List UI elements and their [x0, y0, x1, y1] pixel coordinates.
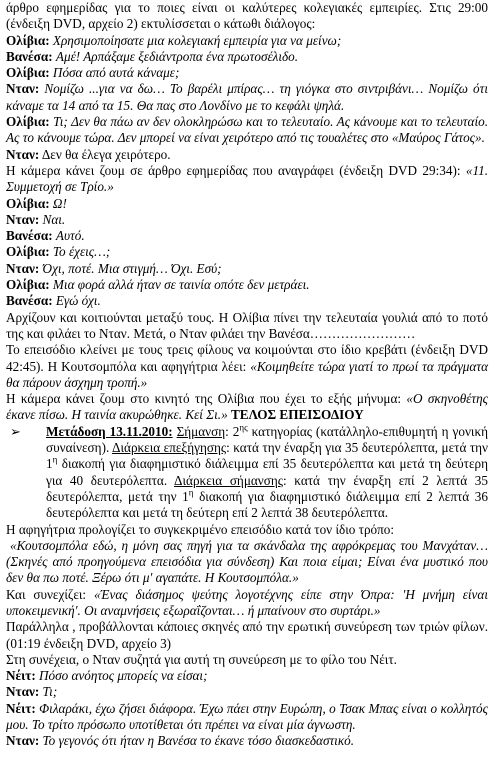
dialogue-line — [6, 244, 488, 260]
speaker-name: Ολίβια: — [6, 114, 50, 130]
quoted-text: «Ο σκηνοθέτης έκανε πίσω. Η ταινία ακυρώθηκε. Κεί Σι.» — [6, 391, 488, 423]
text-run: διακοπή για διαφημιστικό διάλειμμα επί 35 δευτερόλεπτα και μετά τη δεύτερη για 40 δευτερόλεπτα. — [46, 456, 488, 488]
dialogue-line — [6, 49, 488, 65]
narrative-paragraph — [6, 619, 488, 652]
dialogue-text: Εγώ όχι. — [55, 293, 101, 309]
text-run: Η κάμερα κάνει ζουμ σε άρθρο εφημερίδας που αναγράφει (ένδειξη DVD 29:34): — [6, 162, 466, 178]
text-run: Διάρκεια σήμανσης — [174, 472, 283, 488]
arrow-bullet-icon: ➢ — [10, 423, 22, 439]
text-run: Η κάμερα κάνει ζουμ στο κινητό της Ολίβια που έχει το εξής μήνυμα: — [6, 391, 407, 407]
dialogue-line — [6, 277, 488, 293]
bold-text: Μετάδοση 13.11.2010: — [46, 423, 173, 439]
dialogue-line — [6, 65, 488, 81]
text-run: : κατά την έναρξη επί 2 λεπτά 35 δευτερόλεπτα, μετά την 1 — [46, 472, 488, 504]
text-run: Παράλληλα , προβάλλονται κάποιες σκηνές από την ερωτική συνεύρεση των τριών φίλων. (01:19 ένδειξη DVD, αρχείο 3) — [6, 619, 488, 651]
speaker-name: Ολίβια: — [6, 195, 50, 211]
quoted-text: «Ένας διάσημος ψεύτης λογοτέχνης είπε στην Όπρα: 'Η μνήμη είναι υποκειμενική'. Οι αναμνήσεις εξωραΐζονται… ή μπαίνουν στο συρτάρι.» — [6, 586, 488, 618]
text-run: Στη συνέχεια, ο Νταν συζητά για αυτή τη συνεύρεση με το φίλο του Νέιτ. — [6, 651, 397, 667]
speaker-name: Νέιτ: — [6, 700, 36, 716]
text-run: Σήμανση — [176, 423, 226, 439]
quoted-text: «11. Συμμετοχή σε Τρίο.» — [6, 162, 488, 195]
dialogue-line — [6, 261, 488, 277]
speaker-name: Ολίβια: — [6, 244, 50, 260]
text-run: Διάρκεια επεξήγησης — [112, 440, 227, 456]
dialogue-text: Τι; — [42, 684, 58, 700]
narrative-paragraph — [6, 163, 488, 196]
text-run: Αρχίζουν και κοιτιούνται μεταξύ τους. Η Ολίβια πίνει την τελευταία γουλιά από το ποτό της και φιλάει το Νταν. Μετά, ο Νταν φιλάει την Βανέσα…………………… — [6, 309, 488, 341]
dialogue-text: Αυτό. — [55, 228, 85, 244]
speaker-name: Νταν: — [6, 733, 40, 749]
text-run: άρθρο εφημερίδας για το ποιες είναι οι καλύτερες κολεγιακές εμπειρίες. Στις 29:00 (ένδειξη DVD, αρχείο 2) εκτυλίσσεται ο κάτωθι διάλογος: — [6, 0, 488, 32]
narrative-paragraph — [6, 342, 488, 391]
dialogue-line — [6, 114, 488, 147]
speaker-name: Βανέσα: — [6, 228, 53, 244]
dialogue-text: Νομίζω ...για να δω… Το βαρέλι μπίρας… τη γιόγκα στο σιντριβάνι… Νομίζω ότι κάναμε τα 14 από τα 15. Θα πας στο Λονδίνο με το κεφάλι ψηλά. — [6, 81, 488, 113]
dialogue-line — [6, 196, 488, 212]
dialogue-text: Δεν θα έλεγα χειρότερο. — [41, 146, 171, 162]
dialogue-text: Πόσο ανόητος μπορείς να είσαι; — [39, 668, 208, 684]
text-run: : κατά την έναρξη για 35 δευτερόλεπτα, μετά την 1 — [46, 440, 489, 472]
dialogue-text: Χρησιμοποίησατε μια κολεγιακή εμπειρία για να μείνω; — [52, 32, 342, 48]
dialogue-line — [6, 81, 488, 114]
speaker-name: Νταν: — [6, 146, 40, 162]
text-run: κατηγορίας (κατάλληλο-επιθυμητή η γονική συναίνεση). — [46, 423, 488, 456]
dialogue-text: Αμέ! Αρπάξαμε ξεδιάντροπα ένα πρωτοσέλιδο. — [55, 48, 299, 64]
speaker-name: Νταν: — [6, 81, 40, 97]
dialogue-text: Ω! — [52, 195, 67, 211]
text-run: ης — [239, 422, 248, 433]
dialogue-text: Όχι, ποτέ. Μια στιγμή… Όχι. Εσύ; — [42, 260, 222, 276]
text-run: η — [188, 487, 194, 498]
dialogue-line — [6, 228, 488, 244]
speaker-name: Ολίβια: — [6, 65, 50, 81]
dialogue-line — [6, 668, 488, 684]
narrative-paragraph — [6, 310, 488, 343]
dialogue-line — [6, 147, 488, 163]
speaker-name: Νταν: — [6, 684, 40, 700]
dialogue-text: Τι; Δεν θα πάω αν δεν ολοκληρώσω και το τελευταίο. Ας κάνουμε και το τελευταίο. Ας το κάνουμε τώρα. Δεν μπορεί να είναι χειρότερο από τις τουαλέτες στο «Μαύρος Γάτος». — [6, 114, 488, 146]
dialogue-line — [6, 212, 488, 228]
dialogue-line — [6, 684, 488, 700]
dialogue-line — [6, 733, 488, 749]
dialogue-line — [6, 293, 488, 309]
narrative-paragraph — [6, 538, 488, 587]
dialogue-text: Μια φορά αλλά ήταν σε ταινία οπότε δεν μετράει. — [52, 277, 310, 293]
speaker-name: Νταν: — [6, 211, 40, 227]
dialogue-line — [6, 33, 488, 49]
narrative-paragraph — [6, 652, 488, 668]
speaker-name: Βανέσα: — [6, 48, 53, 64]
dialogue-line — [6, 701, 488, 734]
text-run: Η αφηγήτρια προλογίζει το συγκεκριμένο επεισόδιο κατά τον ίδιο τρόπο: — [6, 521, 395, 537]
narrative-paragraph — [6, 522, 488, 538]
broadcast-info-bullet — [6, 424, 488, 522]
speaker-name: Νέιτ: — [6, 668, 36, 684]
bold-text: ΤΕΛΟΣ ΕΠΕΙΣΟΔΙΟΥ — [230, 407, 364, 423]
narrative-paragraph — [6, 391, 488, 424]
speaker-name: Ολίβια: — [6, 32, 50, 48]
text-run: η — [52, 454, 58, 465]
dialogue-text: Πόσα από αυτά κάναμε; — [52, 65, 180, 81]
quoted-text: «Κουτσομπόλα εδώ, η μόνη σας πηγή για τα σκάνδαλα της αφρόκρεμας του Μανχάταν… (Σκηνές από προηγούμενα επεισόδια για σύνδεση) Και ποια είμαι; Είναι ένα μυστικό που δεν θα πω ποτέ. Ξέρω ότι μ' αγαπάτε. Η Κουτσομπόλα.» — [6, 537, 488, 586]
text-run: διακοπή για διαφημιστικό διάλειμμα επί 2 λεπτά 36 δευτερόλεπτα και μετά τη δεύτερη επί 2 λεπτά 38 δευτερόλεπτα. — [46, 488, 488, 521]
dialogue-text: Φιλαράκι, έχω ζήσει διάφορα. Έχω πάει στην Ευρώπη, ο Τσακ Μπας είναι ο κολλητός μου. Το τρίτο πρόσωπο υποτίθεται ότι πρέπει να είναι μία άγνωστη. — [6, 700, 489, 733]
narrative-paragraph — [6, 0, 488, 33]
speaker-name: Νταν: — [6, 260, 40, 276]
text-run: Και συνεχίζει: — [6, 586, 94, 602]
narrative-paragraph — [6, 587, 488, 620]
text-run: : 2 — [225, 423, 240, 439]
dialogue-text: Το γεγονός ότι ήταν η Βανέσα το έκανε τόσο διασκεδαστικό. — [42, 733, 355, 749]
quoted-text: «Κοιμηθείτε τώρα γιατί το πρωί τα πράγματα θα πάρουν άσχημη τροπή.» — [6, 358, 488, 390]
text-run: Το επεισόδιο κλείνει με τους τρεις φίλους να κοιμούνται στο ίδιο κρεβάτι (ένδειξη DVD 42:45). Η Κουτσομπόλα και αφηγήτρια λέει: — [6, 342, 488, 374]
dialogue-text: Ναι. — [42, 211, 66, 227]
speaker-name: Ολίβια: — [6, 277, 50, 293]
speaker-name: Βανέσα: — [6, 293, 53, 309]
dialogue-text: Το έχεις…; — [52, 244, 111, 260]
